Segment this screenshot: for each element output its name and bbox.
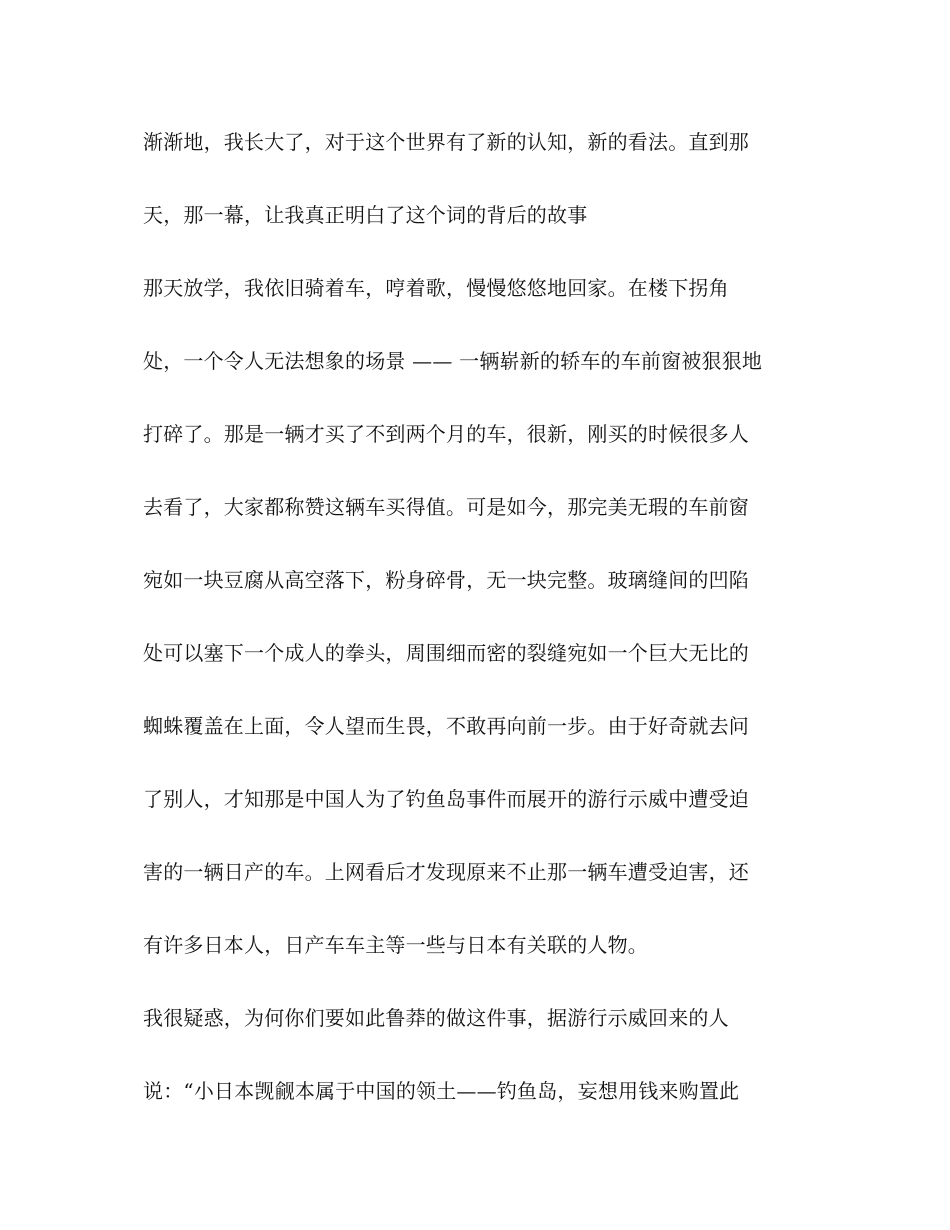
text-line: 有许多日本人，日产车车主等一些与日本有关联的人物。 <box>143 933 648 957</box>
text-line: 说：“小日本觊觎本属于中国的领土——钓鱼岛，妄想用钱来购置此 <box>143 1079 740 1103</box>
text-line: 打碎了。那是一辆才买了不到两个月的车，很新，刚买的时候很多人 <box>143 422 749 446</box>
text-line: 蜘蛛覆盖在上面，令人望而生畏，不敢再向前一步。由于好奇就去问 <box>143 714 749 738</box>
text-line: 处，一个令人无法想象的场景 —— 一辆崭新的轿车的车前窗被狠狠地 <box>143 349 763 373</box>
text-line: 害的一辆日产的车。上网看后才发现原来不止那一辆车遭受迫害，还 <box>143 860 749 884</box>
text-line: 那天放学，我依旧骑着车，哼着歌，慢慢悠悠地回家。在楼下拐角 <box>143 276 729 300</box>
text-line: 宛如一块豆腐从高空落下，粉身碎骨，无一块完整。玻璃缝间的凹陷 <box>143 568 749 592</box>
text-line: 了别人，才知那是中国人为了钓鱼岛事件而展开的游行示威中遭受迫 <box>143 787 749 811</box>
text-line: 我很疑惑，为何你们要如此鲁莽的做这件事，据游行示威回来的人 <box>143 1006 729 1030</box>
text-line: 渐渐地，我长大了，对于这个世界有了新的认知，新的看法。直到那 <box>143 130 749 154</box>
text-line: 去看了，大家都称赞这辆车买得值。可是如今，那完美无瑕的车前窗 <box>143 495 749 519</box>
text-line: 处可以塞下一个成人的拳头，周围细而密的裂缝宛如一个巨大无比的 <box>143 641 749 665</box>
text-line: 天，那一幕，让我真正明白了这个词的背后的故事 <box>143 203 588 227</box>
